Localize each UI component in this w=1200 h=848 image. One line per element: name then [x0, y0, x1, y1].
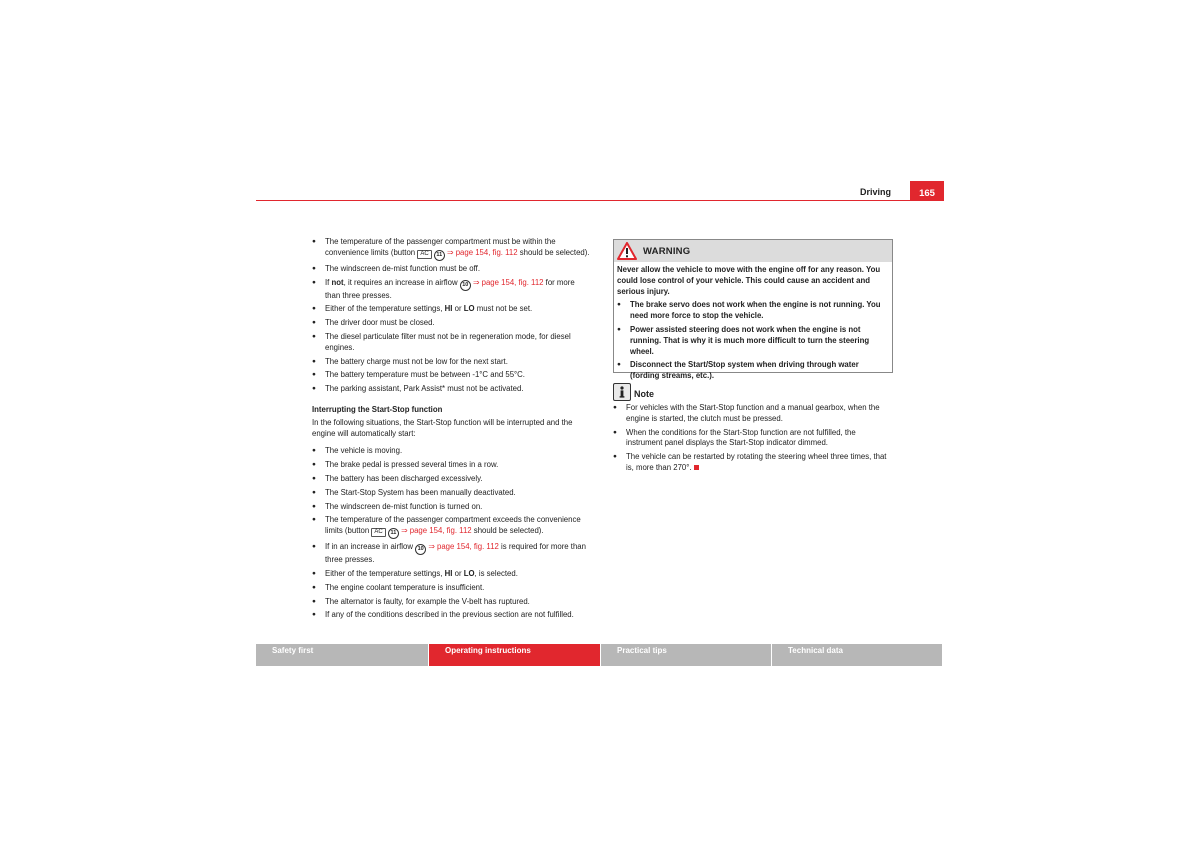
control-number-icon: 10	[460, 280, 471, 291]
list-item: ● Disconnect the Start/Stop system when driving through water (fording streams, etc.).	[617, 360, 889, 382]
list-item: ● The battery has been discharged excessively.	[312, 474, 592, 485]
list-item: ● The Start-Stop System has been manually deactivated.	[312, 488, 592, 499]
list-item: ● The vehicle is moving.	[312, 446, 592, 457]
list-item: ● The alternator is faulty, for example the V-belt has ruptured.	[312, 597, 592, 608]
list-item: ● The windscreen de-mist function is turned on.	[312, 502, 592, 513]
list-item: ● Power assisted steering does not work when the engine is not running. That is why it is much more difficult to turn the steering wheel.	[617, 325, 889, 357]
list-item: ● The brake servo does not work when the engine is not running. You need more force to stop the vehicle.	[617, 300, 889, 322]
list-item: ● The battery temperature must be between -1°C and 55°C.	[312, 370, 592, 381]
list-item: ● The parking assistant, Park Assist* must not be activated.	[312, 384, 592, 395]
section-title: Driving	[859, 187, 891, 197]
warning-header	[614, 240, 892, 262]
page-link[interactable]: ⇒ page 154, fig. 112	[428, 542, 499, 552]
left-column	[312, 237, 592, 624]
control-number-icon: 10	[415, 544, 426, 555]
page-link[interactable]: ⇒ page 154, fig. 112	[472, 277, 544, 287]
list-item: ● Either of the temperature settings, HI or LO, is selected.	[312, 569, 592, 580]
list-item: ● The temperature of the passenger compartment must be within the convenience limits (button AC 11 ⇒ page 154, fig. 112 should be selected).	[312, 237, 592, 261]
tab-operating-instructions[interactable]: Operating instructions	[428, 644, 600, 666]
warning-triangle-icon	[617, 242, 637, 260]
warning-box	[613, 239, 893, 381]
list-item: ● The diesel particulate filter must not be in regeneration mode, for diesel engines.	[312, 332, 592, 354]
page-link[interactable]: ⇒ page 154, fig. 112	[447, 247, 518, 257]
tab-technical-data[interactable]: Technical data	[771, 644, 942, 666]
warning-intro: Never allow the vehicle to move with the engine off for any reason. You could lose control of your vehicle. This could cause an accident and serious injury.	[617, 265, 881, 296]
ac-button-icon: AC	[371, 528, 385, 537]
list-item: ● If in an increase in airflow 10 ⇒ page 154, fig. 112 is required for more than three presses.	[312, 542, 592, 566]
list-item: ● The temperature of the passenger compartment exceeds the convenience limits (button AC 11 ⇒ page 154, fig. 112 should be selected).	[312, 515, 592, 539]
list-item: ● When the conditions for the Start-Stop function are not fulfilled, the instrument panel displays the Start-Stop indicator dimmed.	[613, 428, 893, 450]
list-item: ● The battery charge must not be low for the next start.	[312, 357, 592, 368]
page-link[interactable]: ⇒ page 154, fig. 112	[401, 526, 472, 536]
note-title: Note	[634, 389, 654, 399]
list-item: ● Either of the temperature settings, HI or LO must not be set.	[312, 304, 592, 315]
subsection-heading: Interrupting the Start-Stop function	[312, 404, 443, 414]
control-number-icon: 11	[388, 528, 399, 539]
intro-paragraph: In the following situations, the Start-Stop function will be interrupted and the engine will automatically start:	[312, 417, 573, 438]
ac-button-icon: AC	[417, 250, 431, 259]
page-number: 165	[910, 181, 944, 201]
list-item: ● The engine coolant temperature is insufficient.	[312, 583, 592, 594]
tab-practical-tips[interactable]: Practical tips	[600, 644, 771, 666]
control-number-icon: 11	[434, 250, 445, 261]
list-item: ● The windscreen de-mist function must be off.	[312, 264, 592, 275]
note-body	[613, 403, 893, 477]
header-rule	[256, 200, 944, 201]
list-item: ● If not, it requires an increase in airflow 10 ⇒ page 154, fig. 112 for more than three presses.	[312, 278, 592, 302]
list-item: ● If any of the conditions described in the previous section are not fulfilled.	[312, 610, 592, 621]
end-of-section-marker	[694, 465, 699, 470]
list-item: ● For vehicles with the Start-Stop function and a manual gearbox, when the engine is started, the clutch must be pressed.	[613, 403, 893, 425]
list-item: ● The driver door must be closed.	[312, 318, 592, 329]
list-item: ● The vehicle can be restarted by rotating the steering wheel three times, that is, more than 270°.	[613, 452, 893, 474]
list-item: ● The brake pedal is pressed several times in a row.	[312, 460, 592, 471]
warning-body	[614, 262, 892, 382]
warning-title: WARNING	[643, 245, 691, 257]
tab-safety-first[interactable]: Safety first	[256, 644, 428, 666]
info-icon	[613, 383, 631, 401]
footer-nav	[256, 644, 944, 666]
